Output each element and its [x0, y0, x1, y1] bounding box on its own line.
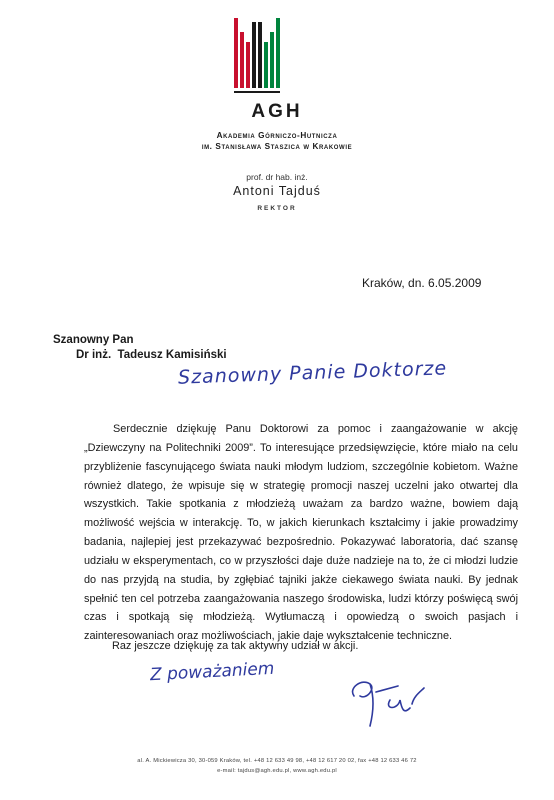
recipient-name: Dr inż. Tadeusz Kamisiński: [76, 349, 227, 361]
institution-name-line1: Akademia Górniczo-Hutnicza: [216, 131, 338, 140]
handwritten-salutation: Szanowny Panie Doktorze: [177, 357, 448, 389]
logo-red-bars: [234, 18, 250, 88]
handwritten-signature: [340, 666, 430, 730]
letter-body: [84, 420, 518, 646]
agh-logo: [232, 18, 282, 106]
institution-name-line2: im. Stanisława Staszica w Krakowie: [201, 142, 353, 151]
rector-title: prof. dr hab. inż.: [246, 172, 308, 182]
rector-role: REKTOR: [257, 205, 297, 212]
rector-name: Antoni Tajduś: [233, 184, 321, 198]
footer-contact: e-mail: tajdus@agh.edu.pl, www.agh.edu.pl: [217, 768, 337, 774]
logo-base-line: [234, 91, 280, 93]
handwritten-regards: Z poważaniem: [149, 658, 275, 686]
body-paragraph: Serdecznie dziękuję Panu Doktorowi za pomoc i zaangażowanie w akcję „Dziewczyny na Politechniki 2009”. To interesujące przedsięwzięcie, które miało na celu przybliżenie fascynującego świata nauki młodym ludziom, szczególnie kobietom. Ważne również dlatego, że wpisuje się w strategię promocji naszej uczelni jako otwartej dla wszystkich. Takie spotkania z młodzieżą uważam za bardzo ważne, bowiem dają możliwość wejścia w interakcję. To, w jakich kierunkach kształcimy i jakie prowadzimy badania, najlepiej jest przekazywać bezpośrednio. Pokazywać laboratoria, dać szansę udziału w eksperymentach, co w przyszłości daje duże nadzieje na to, że ci młodzi ludzie do nas przyjdą na studia, by zgłębiać tajniki jakże ciekawego świata nauki. By jednak spełnić ten cel potrzeba zaangażowania naszego środowiska, ludzi którzy poświęcą swój czas i spotkają się młodzieżą. Wytłumaczą i opowiedzą o swoich pasjach i zainteresowaniach oraz możliwościach, jakie daje wykształcenie techniczne.: [84, 423, 518, 643]
greeting: Szanowny Pan: [53, 334, 134, 346]
logo-wordmark: AGH: [251, 101, 303, 122]
logo-green-bars: [264, 18, 280, 88]
footer-address: al. A. Mickiewicza 30, 30-059 Kraków, tel. +48 12 633 49 98, +48 12 617 20 02, fax +48 12 633 46 72: [137, 758, 417, 764]
logo-black-bars: [252, 22, 262, 88]
closing-line: Raz jeszcze dziękuję za tak aktywny udział w akcji.: [112, 640, 359, 652]
place-date: Kraków, dn. 6.05.2009: [362, 276, 482, 290]
